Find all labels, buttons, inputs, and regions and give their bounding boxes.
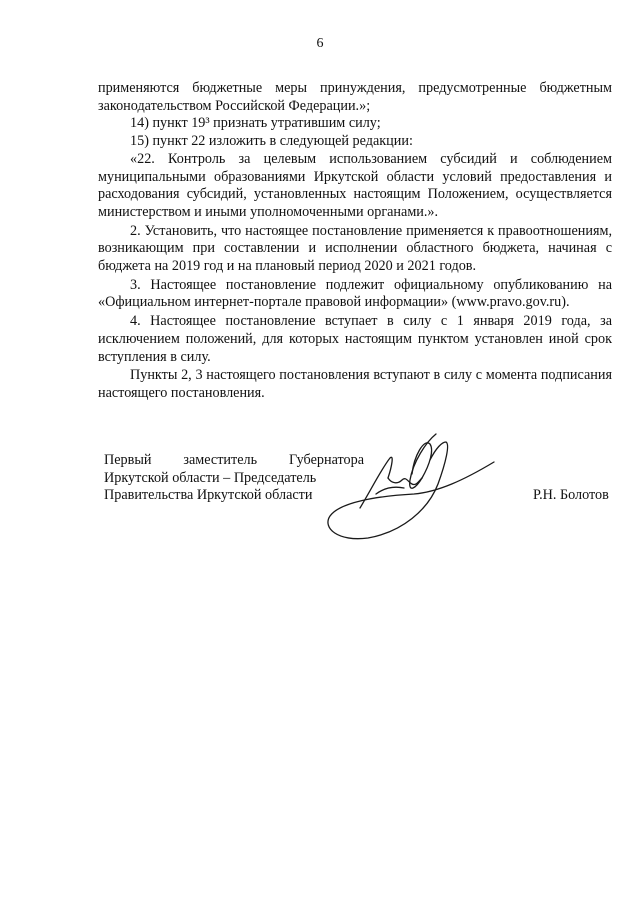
document-body (98, 80, 612, 403)
paragraph-item-14: 14) пункт 19³ признать утратившим силу; (130, 115, 381, 132)
paragraph-continuation: применяются бюджетные меры принуждения, предусмотренные бюджетным законодательством Российской Федерации.»; (98, 80, 612, 114)
signer-name: Р.Н. Болотов (533, 487, 609, 503)
paragraph-item-22-quote: «22. Контроль за целевым использованием субсидий и соблюдением муниципальными образованиями Иркутской области условий предоставления и расходования субсидий, установленных настоящим Положением, осуществляется министерством и иными уполномоченными органами.». (98, 150, 612, 220)
paragraph-item-3: 3. Настоящее постановление подлежит официальному опубликованию на «Официальном интернет-портале правовой информации» (www.pravo.gov.ru). (98, 276, 612, 311)
signer-title-line: Правительства Иркутской области (104, 487, 313, 503)
signer-title-line: Иркутской области – Председатель (104, 469, 317, 486)
page-number: 6 (316, 36, 324, 51)
paragraph-effective-clause: Пункты 2, 3 настоящего постановления вступают в силу с момента подписания настоящего постановления. (98, 367, 612, 401)
signer-title-line: Первый заместитель Губернатора (104, 452, 364, 468)
paragraph-item-4: 4. Настоящее постановление вступает в силу с 1 января 2019 года, за исключением положений, для которых настоящим пунктом установлен иной срок вступления в силу. (98, 313, 612, 365)
paragraph-item-2: 2. Установить, что настоящее постановление применяется к правоотношениям, возникающим при составлении и исполнении областного бюджета, начиная с бюджета на 2019 год и на плановый период 2020 и 2021 годов. (98, 222, 612, 275)
paragraph-item-15: 15) пункт 22 изложить в следующей редакции: (130, 133, 413, 150)
handwritten-signature (318, 428, 508, 556)
